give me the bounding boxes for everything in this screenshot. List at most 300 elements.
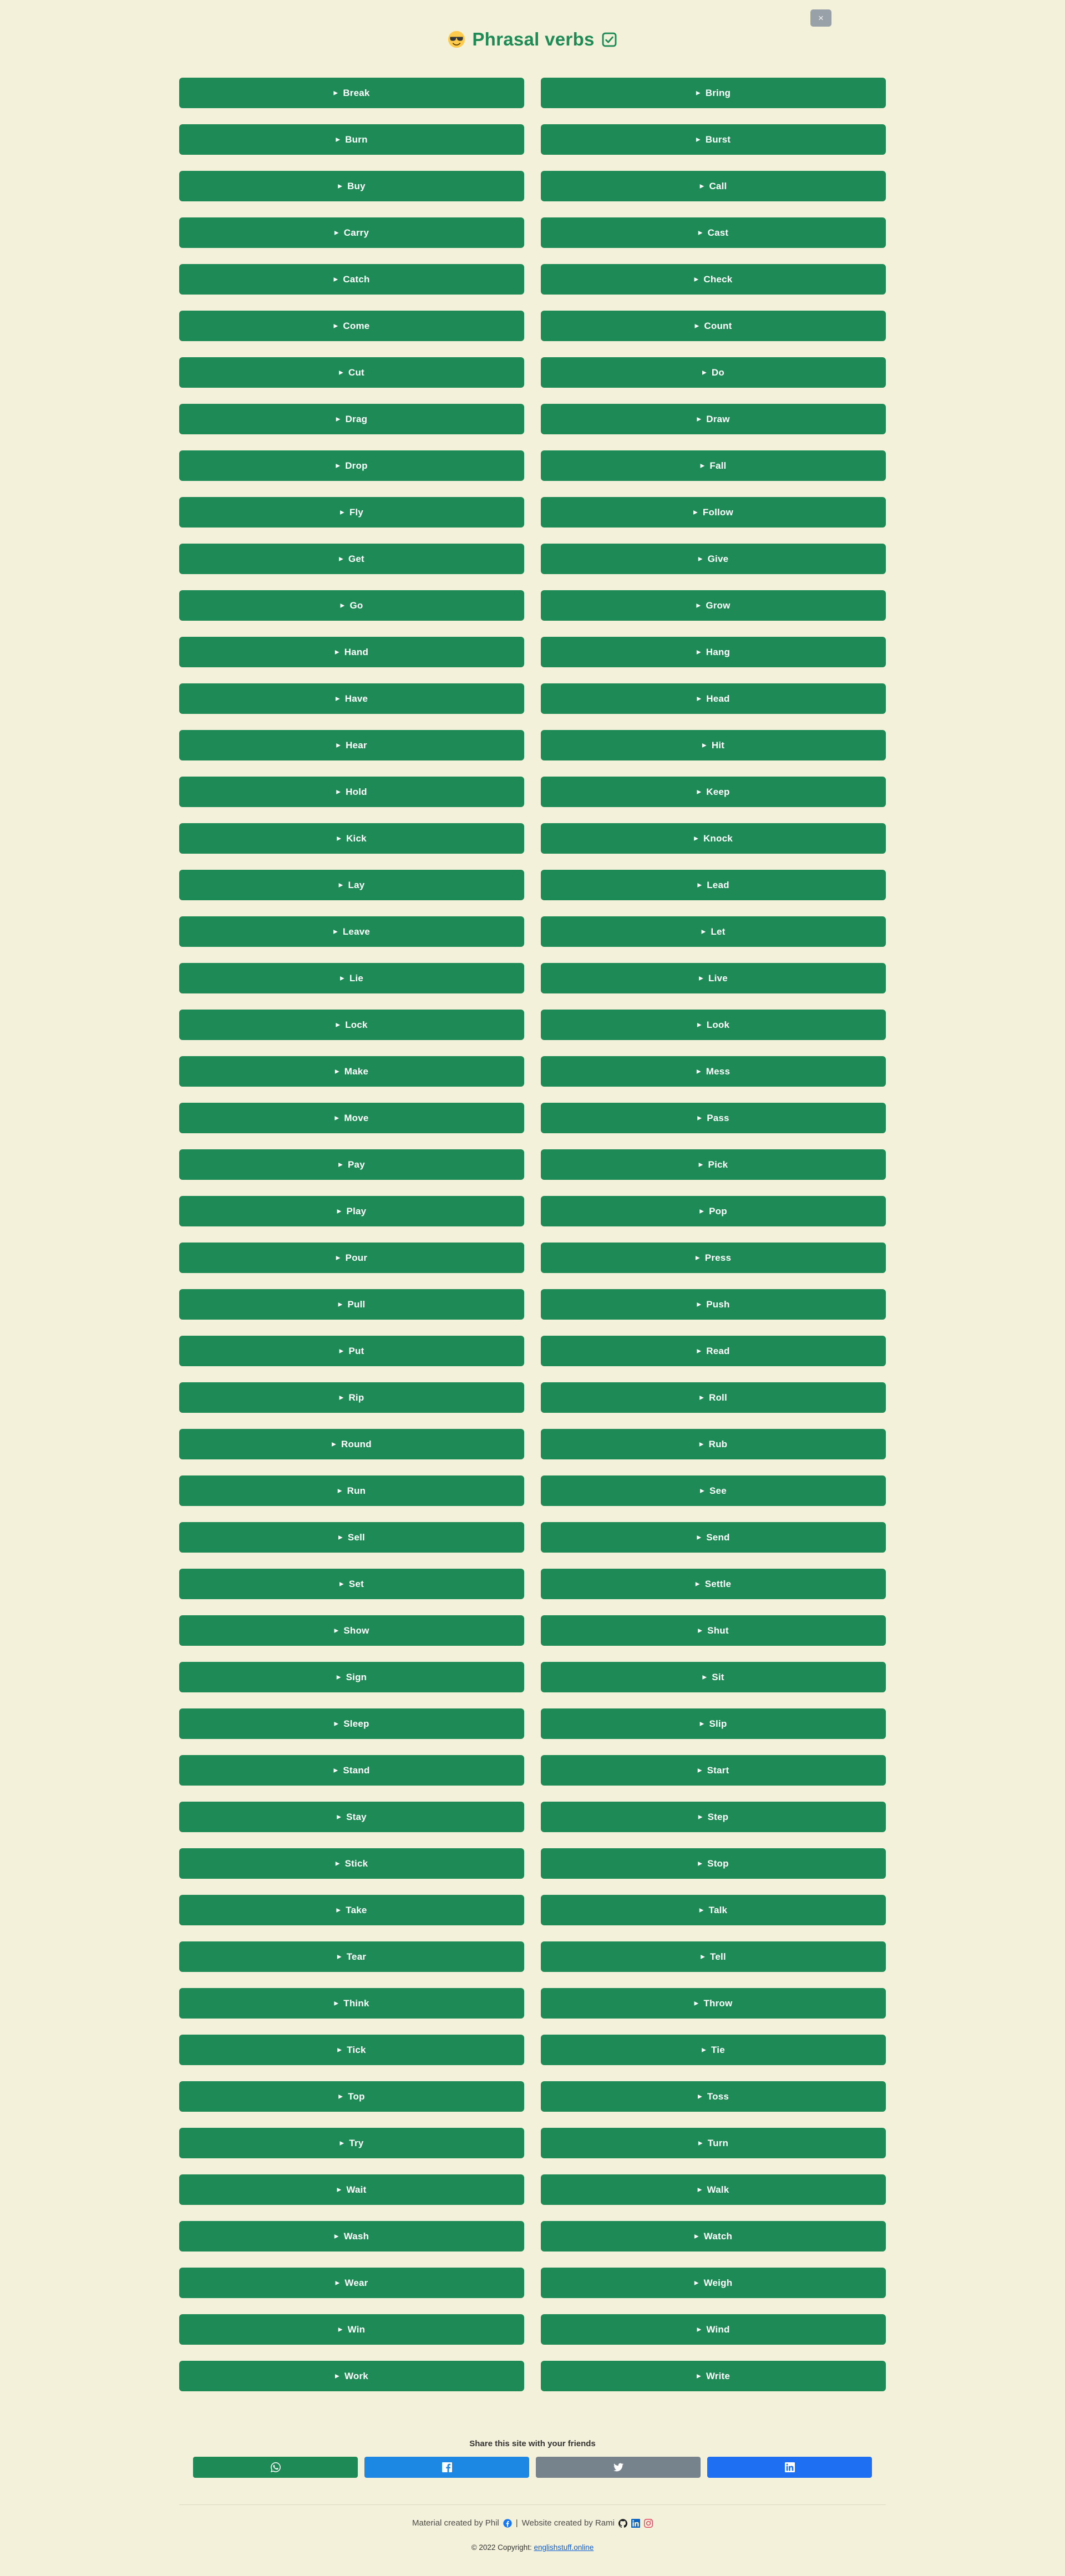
verb-button-start[interactable] [541, 1755, 886, 1786]
verb-label: Stay [346, 1811, 367, 1822]
verb-label: Work [344, 2370, 368, 2381]
share-twitter-button[interactable] [536, 2457, 701, 2478]
verb-label: Give [707, 553, 729, 564]
verb-button-walk[interactable] [541, 2174, 886, 2205]
verb-button-write[interactable] [541, 2361, 886, 2391]
verb-button-cast[interactable] [541, 217, 886, 248]
verb-button-tie[interactable] [541, 2035, 886, 2065]
play-icon: ▶ [694, 2280, 699, 2286]
verb-button-play[interactable] [179, 1196, 524, 1226]
play-icon: ▶ [335, 2280, 340, 2286]
verb-button-step[interactable] [541, 1802, 886, 1832]
play-icon: ▶ [702, 1674, 707, 1680]
verb-label: Drop [345, 460, 368, 471]
verb-button-sleep[interactable] [179, 1708, 524, 1739]
verb-button-get[interactable] [179, 544, 524, 574]
verb-button-run[interactable] [179, 1475, 524, 1506]
verb-button-see[interactable] [541, 1475, 886, 1506]
play-icon: ▶ [338, 183, 343, 189]
verb-label: Play [346, 1205, 367, 1216]
play-icon: ▶ [699, 1208, 704, 1214]
play-icon: ▶ [696, 136, 701, 143]
verb-button-move[interactable] [179, 1103, 524, 1133]
verb-label: Go [349, 600, 363, 611]
play-icon: ▶ [339, 509, 344, 515]
play-icon: ▶ [339, 1395, 344, 1401]
page-footer [0, 2518, 1065, 2564]
verb-label: Pour [345, 1252, 368, 1263]
verb-button-call[interactable] [541, 171, 886, 201]
verb-label: Pay [348, 1159, 365, 1170]
play-icon: ▶ [335, 1860, 340, 1867]
verb-button-pop[interactable] [541, 1196, 886, 1226]
verb-label: Follow [702, 506, 733, 518]
verb-button-go[interactable] [179, 590, 524, 621]
play-icon: ▶ [697, 2093, 702, 2100]
copyright-text: © 2022 Copyright: [471, 2543, 532, 2552]
rami-linkedin-icon[interactable] [631, 2519, 640, 2528]
verb-button-keep[interactable] [541, 777, 886, 807]
verb-button-hit[interactable] [541, 730, 886, 760]
play-icon: ▶ [694, 276, 699, 282]
verb-button-round[interactable] [179, 1429, 524, 1459]
play-icon: ▶ [701, 1954, 706, 1960]
verb-button-take[interactable] [179, 1895, 524, 1925]
verb-button-push[interactable] [541, 1289, 886, 1320]
verb-button-rip[interactable] [179, 1382, 524, 1413]
verb-label: Put [348, 1345, 364, 1356]
play-icon: ▶ [339, 1581, 344, 1587]
share-heading: Share this site with your friends [469, 2439, 596, 2448]
play-icon: ▶ [339, 369, 343, 376]
verb-label: Let [711, 926, 726, 937]
verb-button-lead[interactable] [541, 870, 886, 900]
verb-label: Round [341, 1438, 372, 1449]
verb-button-pay[interactable] [179, 1149, 524, 1180]
verb-label: Lie [349, 972, 364, 983]
verb-label: Keep [706, 786, 730, 797]
play-icon: ▶ [693, 509, 698, 515]
play-icon: ▶ [695, 1255, 700, 1261]
play-icon: ▶ [698, 1627, 703, 1634]
verb-label: Pull [347, 1299, 366, 1310]
verb-label: Step [707, 1811, 729, 1822]
play-icon: ▶ [336, 1255, 341, 1261]
verb-button-hand[interactable] [179, 637, 524, 667]
play-icon: ▶ [694, 2000, 699, 2006]
verb-button-mess[interactable] [541, 1056, 886, 1087]
play-icon: ▶ [333, 90, 338, 96]
verb-label: Show [343, 1625, 369, 1636]
verb-button-let[interactable] [541, 916, 886, 947]
play-icon: ▶ [697, 2187, 702, 2193]
play-icon: ▶ [338, 1534, 343, 1540]
footer-divider [179, 2504, 886, 2505]
verb-label: Wash [343, 2230, 369, 2242]
verb-button-turn[interactable] [541, 2128, 886, 2158]
play-icon: ▶ [697, 1767, 702, 1773]
verb-label: Check [703, 273, 733, 285]
verb-label: Do [711, 367, 724, 378]
verb-label: Draw [706, 413, 730, 424]
verb-button-kick[interactable] [179, 823, 524, 854]
verb-button-buy[interactable] [179, 171, 524, 201]
play-icon: ▶ [339, 2140, 344, 2146]
verb-button-sell[interactable] [179, 1522, 524, 1553]
verb-label: Rip [348, 1392, 364, 1403]
play-icon: ▶ [334, 1115, 339, 1121]
play-icon: ▶ [334, 230, 339, 236]
phil-facebook-icon[interactable] [503, 2519, 512, 2528]
verb-button-roll[interactable] [541, 1382, 886, 1413]
verb-button-leave[interactable] [179, 916, 524, 947]
play-icon: ▶ [338, 882, 343, 888]
verb-button-burn[interactable] [179, 124, 524, 155]
verb-label: Hang [706, 646, 731, 657]
verb-label: Tell [710, 1951, 726, 1962]
verb-label: Have [344, 693, 368, 704]
play-icon: ▶ [698, 2140, 703, 2146]
play-icon: ▶ [336, 742, 341, 748]
play-icon: ▶ [696, 1068, 701, 1074]
verb-button-watch[interactable] [541, 2221, 886, 2252]
play-icon: ▶ [339, 1348, 344, 1354]
play-icon: ▶ [698, 230, 703, 236]
play-icon: ▶ [699, 183, 704, 189]
play-icon: ▶ [336, 416, 341, 422]
verb-label: Top [348, 2091, 365, 2102]
verb-label: Count [704, 320, 732, 331]
verb-label: Think [343, 1997, 369, 2009]
play-icon: ▶ [336, 789, 341, 795]
share-whatsapp-button[interactable] [193, 2457, 358, 2478]
verb-label: Fly [349, 506, 364, 518]
play-icon: ▶ [696, 649, 701, 655]
verb-button-fall[interactable] [541, 450, 886, 481]
verb-button-talk[interactable] [541, 1895, 886, 1925]
verb-button-sit[interactable] [541, 1662, 886, 1692]
verb-label: Slip [709, 1718, 727, 1729]
play-icon: ▶ [334, 649, 339, 655]
verb-button-burst[interactable] [541, 124, 886, 155]
verb-button-shut[interactable] [541, 1615, 886, 1646]
play-icon: ▶ [700, 1488, 705, 1494]
verb-label: Drag [345, 413, 368, 424]
verb-label: Fall [709, 460, 727, 471]
play-icon: ▶ [697, 696, 702, 702]
verb-button-put[interactable] [179, 1336, 524, 1366]
verb-button-have[interactable] [179, 683, 524, 714]
verb-button-stand[interactable] [179, 1755, 524, 1786]
play-icon: ▶ [337, 1954, 342, 1960]
verb-button-follow[interactable] [541, 497, 886, 528]
verb-label: Grow [706, 600, 731, 611]
play-icon: ▶ [338, 2326, 343, 2332]
play-icon: ▶ [696, 90, 701, 96]
verb-label: Cast [707, 227, 729, 238]
verb-button-wind[interactable] [541, 2314, 886, 2345]
verb-label: Set [348, 1578, 364, 1589]
verb-button-think[interactable] [179, 1988, 524, 2019]
verb-label: Settle [704, 1578, 732, 1589]
play-icon: ▶ [339, 975, 344, 981]
play-icon: ▶ [338, 1162, 343, 1168]
verb-button-throw[interactable] [541, 1988, 886, 2019]
verb-label: Shut [707, 1625, 729, 1636]
credit-separator: | [515, 2518, 518, 2528]
verb-button-pour[interactable] [179, 1243, 524, 1273]
verb-button-pass[interactable] [541, 1103, 886, 1133]
verb-button-lock[interactable] [179, 1010, 524, 1040]
verb-label: Call [709, 180, 727, 191]
play-icon: ▶ [694, 2233, 699, 2239]
verb-button-win[interactable] [179, 2314, 524, 2345]
verb-label: Throw [703, 1997, 733, 2009]
play-icon: ▶ [698, 1814, 703, 1820]
play-icon: ▶ [698, 1860, 703, 1867]
verb-button-set[interactable] [179, 1569, 524, 1599]
verb-button-drag[interactable] [179, 404, 524, 434]
verb-button-fly[interactable] [179, 497, 524, 528]
verbs-grid [179, 78, 886, 2391]
verb-button-press[interactable] [541, 1243, 886, 1273]
verb-button-give[interactable] [541, 544, 886, 574]
verb-label: Lock [345, 1019, 368, 1030]
play-icon: ▶ [340, 602, 345, 608]
sunglasses-smiley-icon [448, 31, 465, 48]
verb-label: Burst [705, 134, 731, 145]
play-icon: ▶ [334, 2000, 339, 2006]
play-icon: ▶ [702, 742, 707, 748]
verb-button-hang[interactable] [541, 637, 886, 667]
verb-button-look[interactable] [541, 1010, 886, 1040]
verb-button-lay[interactable] [179, 870, 524, 900]
verb-button-send[interactable] [541, 1522, 886, 1553]
verb-label: Wind [706, 2324, 730, 2335]
verb-label: Sign [346, 1671, 367, 1682]
verb-label: Kick [346, 833, 367, 844]
verb-button-tick[interactable] [179, 2035, 524, 2065]
verb-button-settle[interactable] [541, 1569, 886, 1599]
play-icon: ▶ [694, 323, 699, 329]
verb-label: See [709, 1485, 727, 1496]
verb-button-top[interactable] [179, 2081, 524, 2112]
verb-button-work[interactable] [179, 2361, 524, 2391]
play-icon: ▶ [333, 276, 338, 282]
play-icon: ▶ [336, 136, 341, 143]
play-icon: ▶ [337, 1488, 342, 1494]
play-icon: ▶ [337, 2047, 342, 2053]
play-icon: ▶ [697, 882, 702, 888]
verb-button-wash[interactable] [179, 2221, 524, 2252]
verb-button-head[interactable] [541, 683, 886, 714]
verb-button-stop[interactable] [541, 1848, 886, 1879]
verb-label: Wear [344, 2277, 368, 2288]
play-icon: ▶ [697, 1534, 702, 1540]
copyright [0, 2543, 1065, 2564]
verb-label: Live [708, 972, 728, 983]
verb-label: Push [706, 1299, 730, 1310]
verb-label: Head [706, 693, 730, 704]
play-icon: ▶ [699, 1395, 704, 1401]
verb-label: Lead [707, 879, 729, 890]
verb-button-make[interactable] [179, 1056, 524, 1087]
verb-button-stay[interactable] [179, 1802, 524, 1832]
verb-button-try[interactable] [179, 2128, 524, 2158]
play-icon: ▶ [697, 1301, 702, 1307]
facebook-icon [442, 2462, 452, 2472]
verb-label: Press [704, 1252, 732, 1263]
verb-button-slip[interactable] [541, 1708, 886, 1739]
verb-button-check[interactable] [541, 264, 886, 295]
verb-label: Stand [343, 1764, 370, 1776]
play-icon: ▶ [337, 835, 342, 841]
play-icon: ▶ [700, 463, 705, 469]
verb-label: Tick [347, 2044, 366, 2055]
verb-button-cut[interactable] [179, 357, 524, 388]
share-row [0, 2457, 1065, 2478]
play-icon: ▶ [337, 1814, 342, 1820]
verb-label: Bring [705, 87, 731, 98]
verb-button-read[interactable] [541, 1336, 886, 1366]
play-icon: ▶ [697, 1022, 702, 1028]
play-icon: ▶ [336, 1907, 341, 1913]
play-icon: ▶ [699, 975, 704, 981]
verb-label: Talk [708, 1904, 728, 1915]
verb-button-hear[interactable] [179, 730, 524, 760]
verb-button-bring[interactable] [541, 78, 886, 108]
verb-label: Weigh [703, 2277, 733, 2288]
play-icon: ▶ [699, 1441, 704, 1447]
verb-label: Hand [344, 646, 369, 657]
play-icon: ▶ [699, 1907, 704, 1913]
share-facebook-button[interactable] [364, 2457, 529, 2478]
verb-label: Mess [706, 1066, 731, 1077]
play-icon: ▶ [694, 835, 698, 841]
verb-label: Run [347, 1485, 366, 1496]
verb-label: Pass [707, 1112, 729, 1123]
verb-button-weigh[interactable] [541, 2268, 886, 2298]
verb-label: Sell [347, 1532, 365, 1543]
verb-button-rub[interactable] [541, 1429, 886, 1459]
site-link[interactable]: englishstuff.online [534, 2543, 594, 2552]
verb-button-wait[interactable] [179, 2174, 524, 2205]
verb-button-toss[interactable] [541, 2081, 886, 2112]
play-icon: ▶ [333, 1767, 338, 1773]
verb-label: Pick [708, 1159, 728, 1170]
website-credit: Website created by Rami [521, 2518, 615, 2528]
verb-button-hold[interactable] [179, 777, 524, 807]
play-icon: ▶ [333, 323, 338, 329]
play-icon: ▶ [698, 1162, 703, 1168]
verb-label: Move [344, 1112, 369, 1123]
verb-button-tear[interactable] [179, 1941, 524, 1972]
verb-button-count[interactable] [541, 311, 886, 341]
verb-label: Buy [347, 180, 366, 191]
verb-label: Walk [707, 2184, 729, 2195]
page-header [0, 29, 1065, 50]
verb-label: Tear [346, 1951, 367, 1962]
instagram-icon[interactable] [644, 2519, 653, 2528]
verb-label: Look [706, 1019, 730, 1030]
verb-label: Take [346, 1904, 367, 1915]
verb-label: Knock [703, 833, 733, 844]
verb-button-show[interactable] [179, 1615, 524, 1646]
verb-label: Hit [711, 739, 725, 751]
verb-button-knock[interactable] [541, 823, 886, 854]
verb-label: Catch [343, 273, 370, 285]
credits [0, 2518, 1065, 2528]
play-icon: ▶ [701, 929, 706, 935]
verb-button-do[interactable] [541, 357, 886, 388]
play-icon: ▶ [696, 2373, 701, 2379]
verb-label: Hold [346, 786, 367, 797]
verb-label: Read [706, 1345, 730, 1356]
verb-label: Sleep [343, 1718, 369, 1729]
verb-button-wear[interactable] [179, 2268, 524, 2298]
verb-button-tell[interactable] [541, 1941, 886, 1972]
verb-label: Sit [712, 1671, 724, 1682]
share-section [0, 2439, 1065, 2478]
verb-label: Get [348, 553, 364, 564]
verb-label: Stick [344, 1858, 368, 1869]
close-button[interactable]: × [810, 9, 831, 27]
twitter-icon [613, 2462, 623, 2472]
material-credit: Material created by Phil [412, 2518, 499, 2528]
play-icon: ▶ [697, 1348, 702, 1354]
share-linkedin-button[interactable] [707, 2457, 872, 2478]
linkedin-icon [785, 2462, 795, 2472]
verb-button-stick[interactable] [179, 1848, 524, 1879]
verb-button-pull[interactable] [179, 1289, 524, 1320]
github-icon[interactable] [618, 2519, 627, 2528]
play-icon: ▶ [335, 2373, 339, 2379]
verb-label: Lay [348, 879, 365, 890]
verb-button-break[interactable] [179, 78, 524, 108]
verb-label: Burn [345, 134, 368, 145]
verb-button-live[interactable] [541, 963, 886, 993]
play-icon: ▶ [334, 1627, 339, 1634]
verb-label: Carry [343, 227, 369, 238]
verb-button-draw[interactable] [541, 404, 886, 434]
verb-label: Stop [707, 1858, 729, 1869]
verb-button-lie[interactable] [179, 963, 524, 993]
verb-button-drop[interactable] [179, 450, 524, 481]
play-icon: ▶ [334, 1068, 339, 1074]
verb-label: Start [707, 1764, 729, 1776]
play-icon: ▶ [339, 556, 343, 562]
verb-button-catch[interactable] [179, 264, 524, 295]
verb-label: Write [706, 2370, 731, 2381]
verb-button-pick[interactable] [541, 1149, 886, 1180]
verb-label: Watch [703, 2230, 733, 2242]
verb-button-grow[interactable] [541, 590, 886, 621]
play-icon: ▶ [699, 1721, 704, 1727]
page-title: Phrasal verbs [472, 29, 595, 49]
verb-label: Come [343, 320, 370, 331]
play-icon: ▶ [332, 1441, 337, 1447]
verb-button-carry[interactable] [179, 217, 524, 248]
play-icon: ▶ [702, 369, 707, 376]
play-icon: ▶ [696, 602, 701, 608]
play-icon: ▶ [697, 2326, 702, 2332]
verb-label: Send [706, 1532, 730, 1543]
verb-button-sign[interactable] [179, 1662, 524, 1692]
play-icon: ▶ [697, 1115, 702, 1121]
play-icon: ▶ [334, 2233, 339, 2239]
verb-button-come[interactable] [179, 311, 524, 341]
play-icon: ▶ [697, 416, 702, 422]
